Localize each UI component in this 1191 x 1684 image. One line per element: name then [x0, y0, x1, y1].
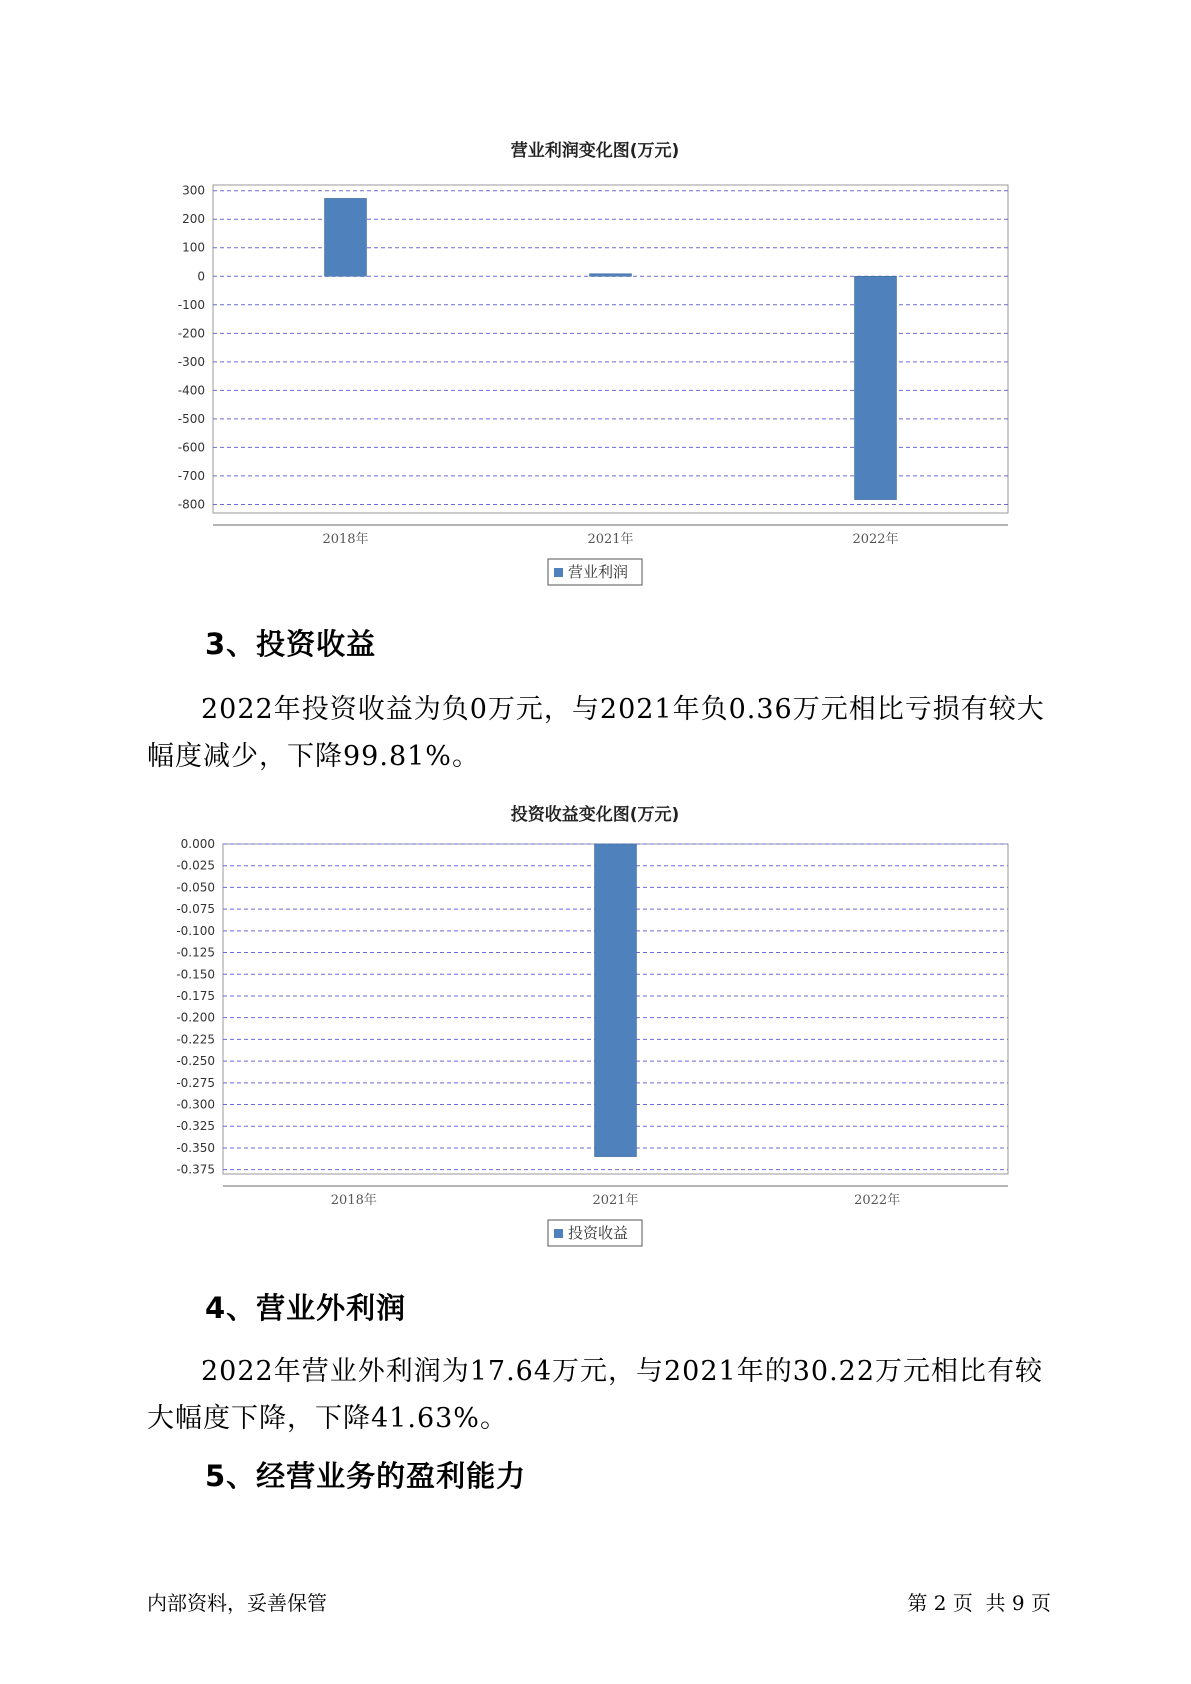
y-tick-label: -0.150: [176, 967, 215, 982]
chart-title: 营业利润变化图(万元): [510, 141, 680, 161]
y-tick-label: -0.225: [176, 1032, 215, 1047]
y-tick-label: -500: [177, 411, 205, 426]
y-tick-label: 200: [182, 212, 205, 227]
bar: [590, 274, 632, 277]
paragraph-investment-income: 2022年投资收益为负0万元，与2021年负0.36万元相比亏损有较大幅度减少，下降99.81%。: [147, 694, 1045, 772]
y-tick-label: -0.075: [176, 902, 215, 917]
heading-investment-income: 3、投资收益: [205, 627, 377, 661]
y-tick-label: -0.050: [176, 880, 215, 895]
x-tick-label: 2021年: [592, 1193, 639, 1208]
y-tick-label: -0.175: [176, 988, 215, 1003]
investment-income-chart: [0, 796, 1191, 1266]
y-tick-label: -0.100: [176, 923, 215, 938]
x-tick-label: 2018年: [330, 1193, 377, 1208]
y-tick-label: -0.300: [176, 1097, 215, 1112]
y-tick-label: -300: [177, 354, 205, 369]
heading-non-operating-profit: 4、营业外利润: [205, 1291, 407, 1325]
y-tick-label: 0: [197, 269, 205, 284]
legend-swatch: [554, 568, 563, 577]
operating-profit-chart-svg: [0, 130, 1191, 600]
y-tick-label: -800: [177, 497, 205, 512]
bar: [595, 844, 637, 1157]
paragraph-non-operating-profit: 2022年营业外利润为17.64万元，与2021年的30.22万元相比有较大幅度下降，下降41.63%。: [147, 1356, 1044, 1434]
footer-confidential: 内部资料，妥善保管: [147, 1591, 327, 1615]
operating-profit-chart: [0, 130, 1191, 600]
bar: [855, 276, 897, 499]
y-tick-label: -600: [177, 440, 205, 455]
y-tick-label: -0.200: [176, 1010, 215, 1025]
y-tick-label: 0.000: [180, 837, 215, 851]
y-tick-label: -0.325: [176, 1119, 215, 1134]
y-tick-label: -400: [177, 383, 205, 398]
x-tick-label: 2022年: [854, 1193, 901, 1208]
y-tick-label: -200: [177, 326, 205, 341]
y-tick-label: -0.125: [176, 945, 215, 960]
footer-page-number: 第 2 页 共 9 页: [907, 1591, 1051, 1615]
legend-label: 营业利润: [568, 563, 629, 581]
y-tick-label: -700: [177, 468, 205, 483]
y-tick-label: 100: [182, 240, 205, 255]
y-tick-label: -0.275: [176, 1075, 215, 1090]
investment-income-chart-svg: [0, 796, 1191, 1266]
legend-label: 投资收益: [568, 1224, 629, 1242]
x-tick-label: 2022年: [852, 532, 899, 547]
y-tick-label: -0.025: [176, 858, 215, 873]
y-tick-label: -0.350: [176, 1140, 215, 1155]
y-tick-label: 300: [182, 183, 205, 198]
legend-swatch: [554, 1229, 563, 1238]
y-tick-label: -100: [177, 297, 205, 312]
chart-title: 投资收益变化图(万元): [510, 805, 680, 825]
heading-operating-profitability: 5、经营业务的盈利能力: [205, 1459, 527, 1493]
x-tick-label: 2021年: [587, 532, 634, 547]
bar: [325, 198, 367, 276]
y-tick-label: -0.250: [176, 1054, 215, 1069]
y-tick-label: -0.375: [176, 1162, 215, 1177]
x-tick-label: 2018年: [322, 532, 369, 547]
